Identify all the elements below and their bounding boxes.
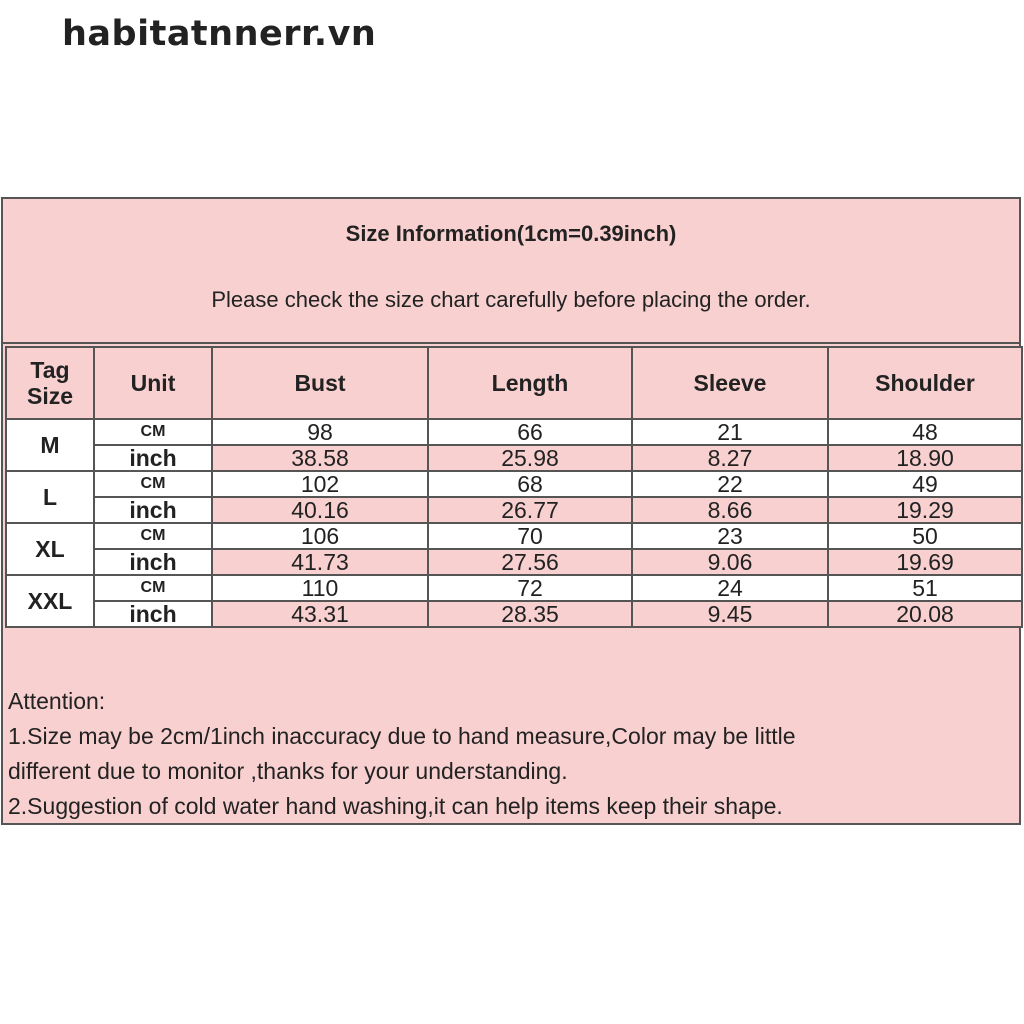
tag-size-cell: L	[6, 471, 94, 523]
tag-size-cell: XL	[6, 523, 94, 575]
length-cell: 68	[428, 471, 632, 497]
column-header-length: Length	[428, 347, 632, 419]
chart-subtitle: Please check the size chart carefully before placing the order.	[211, 287, 811, 312]
unit-cell: CM	[94, 419, 212, 445]
tag-size-cell: XXL	[6, 575, 94, 627]
sleeve-cell: 24	[632, 575, 828, 601]
sleeve-cell: 22	[632, 471, 828, 497]
table-row	[6, 471, 1022, 497]
chart-header	[3, 199, 1019, 344]
sleeve-cell: 8.66	[632, 497, 828, 523]
shoulder-cell: 18.90	[828, 445, 1022, 471]
shoulder-cell: 20.08	[828, 601, 1022, 627]
bust-cell: 102	[212, 471, 428, 497]
unit-cell: inch	[94, 445, 212, 471]
bust-cell: 106	[212, 523, 428, 549]
unit-cell: inch	[94, 549, 212, 575]
sleeve-cell: 8.27	[632, 445, 828, 471]
column-header-unit: Unit	[94, 347, 212, 419]
length-cell: 72	[428, 575, 632, 601]
shoulder-cell: 49	[828, 471, 1022, 497]
bust-cell: 110	[212, 575, 428, 601]
bust-cell: 41.73	[212, 549, 428, 575]
bust-cell: 43.31	[212, 601, 428, 627]
shoulder-cell: 48	[828, 419, 1022, 445]
sleeve-cell: 9.45	[632, 601, 828, 627]
length-cell: 26.77	[428, 497, 632, 523]
table-row	[6, 601, 1022, 627]
chart-title: Size Information(1cm=0.39inch)	[345, 221, 677, 246]
tag-size-cell: M	[6, 419, 94, 471]
bust-cell: 98	[212, 419, 428, 445]
column-header-tag-size: Tag Size	[6, 347, 94, 419]
shoulder-cell: 51	[828, 575, 1022, 601]
unit-cell: CM	[94, 575, 212, 601]
column-header-bust: Bust	[212, 347, 428, 419]
size-table	[5, 346, 1023, 628]
column-header-sleeve: Sleeve	[632, 347, 828, 419]
watermark-text: habitatnnerr.vn	[62, 14, 377, 54]
shoulder-cell: 50	[828, 523, 1022, 549]
sleeve-cell: 9.06	[632, 549, 828, 575]
shoulder-cell: 19.29	[828, 497, 1022, 523]
length-cell: 25.98	[428, 445, 632, 471]
size-chart	[1, 197, 1021, 825]
unit-cell: CM	[94, 523, 212, 549]
bust-cell: 40.16	[212, 497, 428, 523]
shoulder-cell: 19.69	[828, 549, 1022, 575]
table-row	[6, 419, 1022, 445]
sleeve-cell: 23	[632, 523, 828, 549]
table-row	[6, 497, 1022, 523]
unit-cell: CM	[94, 471, 212, 497]
length-cell: 27.56	[428, 549, 632, 575]
attention-notes	[8, 684, 1008, 824]
bust-cell: 38.58	[212, 445, 428, 471]
column-header-shoulder: Shoulder	[828, 347, 1022, 419]
table-row	[6, 575, 1022, 601]
length-cell: 66	[428, 419, 632, 445]
length-cell: 70	[428, 523, 632, 549]
sleeve-cell: 21	[632, 419, 828, 445]
length-cell: 28.35	[428, 601, 632, 627]
attention-heading: Attention:	[8, 688, 106, 714]
attention-line: different due to monitor ,thanks for your understanding.	[8, 758, 568, 784]
attention-line: 1.Size may be 2cm/1inch inaccuracy due to hand measure,Color may be little	[8, 723, 796, 749]
table-header-row	[6, 347, 1022, 419]
unit-cell: inch	[94, 497, 212, 523]
attention-line: 2.Suggestion of cold water hand washing,it can help items keep their shape.	[8, 793, 783, 819]
table-row	[6, 523, 1022, 549]
table-row	[6, 549, 1022, 575]
unit-cell: inch	[94, 601, 212, 627]
table-row	[6, 445, 1022, 471]
